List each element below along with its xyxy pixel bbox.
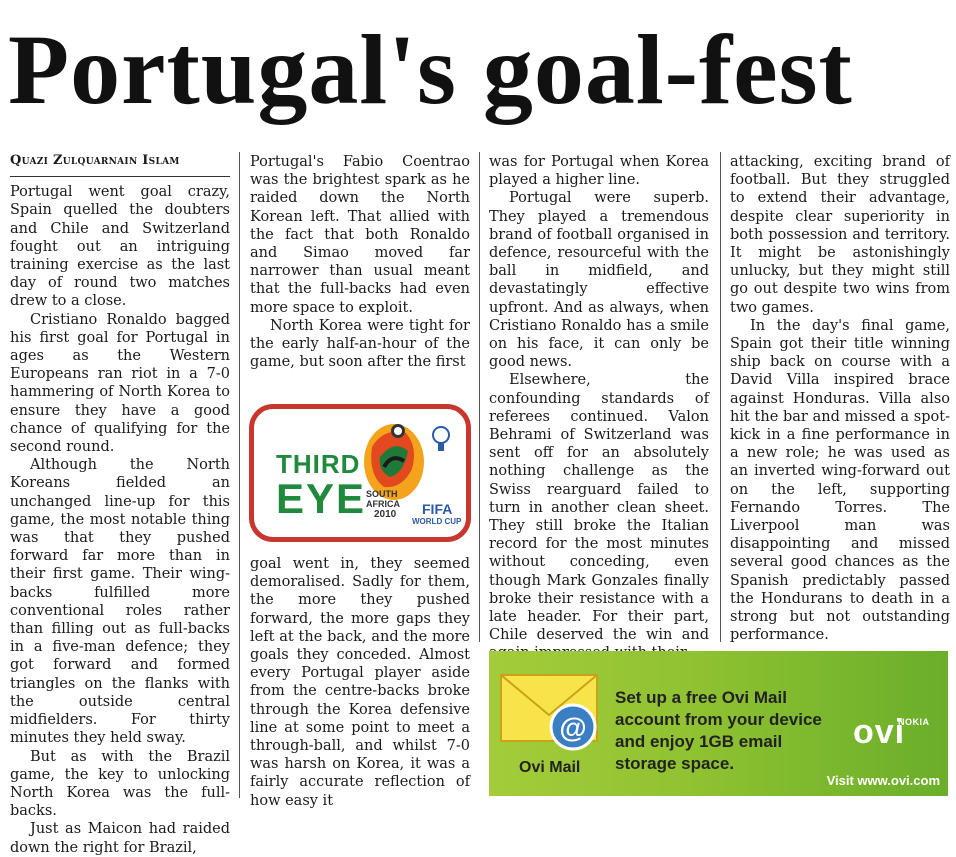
article-column-3 [489,153,709,663]
article-column-2-top [250,153,470,371]
logo-third-text: THIRD [276,449,361,479]
world-cup-trophy-icon [430,425,452,453]
paragraph: was for Portugal when Korea played a higher line. [489,154,709,189]
paragraph: In the day's final game, Spain got their title winning ship back on course with a David Villa inspired brace against Honduras. Villa also hit the bar and missed a spot-kick in a fine performance in a new role; he was used as an inverted wing-forward out on the left, supporting Fernando Torres. The Liverpool man was disappointing and missed several good chances as the Spanish predictably passed the Hondurans to death in a strong but not outstanding performance. [730,317,950,644]
svg-text:@: @ [559,712,587,743]
logo-eye-text: EYE [276,475,367,522]
ad-product-name: Ovi Mail [519,759,581,776]
article-column-2-bottom [250,555,470,810]
paragraph: goal went in, they seemed demoralised. Sadly for them, the more they pushed forward, the more gaps they left at the back, and the more goals they conceded. Almost every Portugal player aside from the centre-backs broke through the Korea defensive line at some point to meet a through-ball, and whilst 7-0 was harsh on Korea, it was a fairly accurate reflection of how easy it [250,556,470,809]
headline: Portugal's goal-fest [8,14,853,125]
ad-visit-link[interactable]: Visit www.ovi.com [826,773,940,788]
ovi-logo: ovi [853,713,906,751]
ovi-mail-advertisement[interactable] [489,651,948,796]
column-divider [479,152,480,642]
paragraph: Although the North Koreans fielded an unchanged line-up for this game, the most notable thing was that they pushed forward far more than in their first game. Their wing-backs fulfilled more conventional roles rather than filling out as full-backs in a five-man defence; they got forward and formed triangles on the flanks with the outside central midfielders. For thirty minutes they held sway. [10,457,230,747]
logo-year: 2010 [374,509,397,520]
column-divider [720,152,721,642]
paragraph: attacking, exciting brand of football. But they struggled to extend their advantage, despite clear superiority in both possession and territory. It might be astonishingly unlucky, but they might still go out despite two wins from two games. [730,154,950,316]
paragraph: Elsewhere, the confounding standards of referees continued. Valon Behrami of Switzerland was sent off for an absolutely nothing challenge as the Swiss rearguard failed to turn in another clean sheet. They still broke the Italian record for the most minutes without conceding, even though Mark Gonzales finally broke their resistance with a late header. For their part, Chile deserved the win and [489,372,709,644]
logo-south: SOUTH [366,489,398,499]
paragraph: But as with the Brazil game, the key to unlocking North Korea was the full-backs. [10,748,230,820]
envelope-icon [497,667,607,757]
nokia-logo: NOKIA [898,717,930,727]
paragraph: Portugal went goal crazy, Spain quelled the doubters and Chile and Switzerland fought out an intriguing training exercise as the last day of round two matches drew to a close. [10,184,230,310]
column-divider [239,152,240,798]
article-column-1 [10,152,230,857]
logo-africa: AFRICA [366,499,400,509]
byline: Quazi Zulquarnain Islam [10,152,230,177]
logo-worldcup: WORLD CUP [412,517,462,526]
paragraph: Cristiano Ronaldo bagged his first goal for Portugal in ages as the Western Europeans ran riot in a 7-0 hammering of North Korea to ensure they have a good chance of qualifying for the second round. [10,311,230,456]
paragraph: Portugal's Fabio Coentrao was the brightest spark as he raided down the North Korean left. That allied with the fact that both Ronaldo and Simao moved far narrower than usual meant that the full-backs had even more space to exploit. [250,154,470,316]
third-eye-logo [249,404,471,542]
paragraph: Portugal were superb. They played a tremendous brand of football organised in defence, resourceful with the ball in midfield, and devastatingly effective upfront. And as always, when Cristiano Ronaldo has a smile on his face, it can only be good news. [489,190,709,371]
paragraph: Just as Maicon had raided down the right for Brazil, [10,821,230,856]
ad-message: Set up a free Ovi Mail account from your device and enjoy 1GB email storage space. [615,688,822,773]
logo-fifa: FIFA [422,501,453,517]
paragraph: North Korea were tight for the early half-an-hour of the game, but soon after the first [250,317,470,371]
article-column-4 [730,153,950,644]
